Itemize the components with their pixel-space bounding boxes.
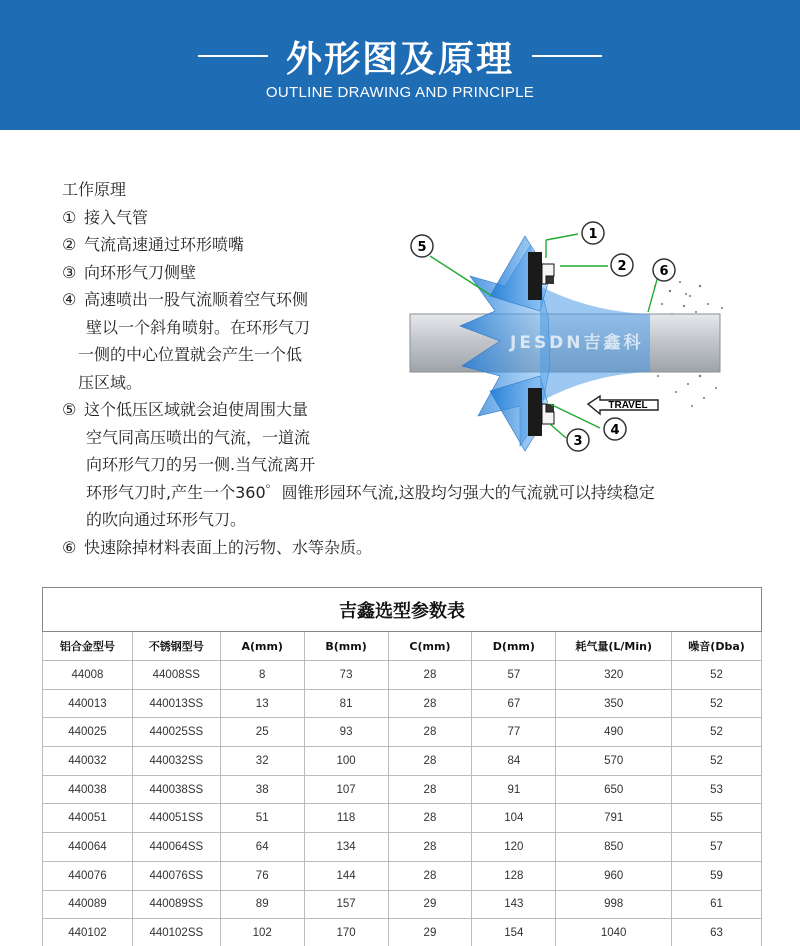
table-cell: 440013SS (132, 689, 220, 718)
svg-text:2: 2 (617, 259, 627, 274)
table-cell: 93 (304, 718, 388, 747)
table-cell: 51 (220, 804, 304, 833)
table-cell: 440038 (43, 775, 133, 804)
table-cell: 570 (556, 747, 672, 776)
table-row (43, 861, 762, 890)
callout-2 (611, 254, 633, 276)
table-cell: 998 (556, 890, 672, 919)
table-cell: 53 (672, 775, 762, 804)
table-cell: 28 (388, 804, 472, 833)
svg-text:1: 1 (588, 227, 598, 242)
table-cell: 44008 (43, 661, 133, 690)
table-cell: 440102 (43, 919, 133, 946)
page-subtitle: OUTLINE DRAWING AND PRINCIPLE (265, 84, 535, 101)
table-cell: 81 (304, 689, 388, 718)
table-cell: 25 (220, 718, 304, 747)
table-cell: 134 (304, 833, 388, 862)
table-cell: 440013 (43, 689, 133, 718)
svg-text:TRAVEL: TRAVEL (608, 400, 648, 411)
table-cell: 28 (388, 689, 472, 718)
table-cell: 13 (220, 689, 304, 718)
table-row (43, 747, 762, 776)
table-cell: 57 (672, 833, 762, 862)
table-cell: 28 (388, 861, 472, 890)
table-cell: 73 (304, 661, 388, 690)
table-cell: 100 (304, 747, 388, 776)
page-title: 外形图及原理 (285, 38, 514, 80)
principle-item-4: ④ 高速喷出一股气流顺着空气环侧 壁以一个斜角喷射。在环形气刀 一侧的中心位置就会产生一个低 压区域。 (62, 290, 311, 392)
callout-6 (653, 259, 675, 281)
table-cell: 28 (388, 747, 472, 776)
principle-heading: 工作原理 (62, 180, 127, 199)
table-row (43, 804, 762, 833)
table-row (43, 661, 762, 690)
table-cell: 440038SS (132, 775, 220, 804)
col-header-stainless: 不锈钢型号 (132, 632, 220, 661)
table-cell: 154 (472, 919, 556, 946)
table-cell: 791 (556, 804, 672, 833)
principle-item-5: ⑤ 这个低压区域就会迫使周围大量 空气同高压喷出的气流，一道流 向环形气刀的另一侧.当气流离开 环形气刀时,产生一个360゜圆锥形园环气流,这股均匀强大的气流就可以持续稳定 的吹向通过环形气刀。 (62, 400, 655, 529)
table-cell: 67 (472, 689, 556, 718)
table-cell: 1040 (556, 919, 672, 946)
table-cell: 440089 (43, 890, 133, 919)
col-header-noise: 噪音(Dba) (672, 632, 762, 661)
table-cell: 102 (220, 919, 304, 946)
table-header-row (43, 632, 762, 661)
table-cell: 144 (304, 861, 388, 890)
table-cell: 55 (672, 804, 762, 833)
principle-item-1: ① 接入气管 (62, 207, 149, 227)
table-cell: 52 (672, 747, 762, 776)
table-cell: 52 (672, 718, 762, 747)
table-cell: 440051SS (132, 804, 220, 833)
table-cell: 128 (472, 861, 556, 890)
table-cell: 61 (672, 890, 762, 919)
table-cell: 89 (220, 890, 304, 919)
table-cell: 91 (472, 775, 556, 804)
table-cell: 440051 (43, 804, 133, 833)
table-cell: 350 (556, 689, 672, 718)
table-cell: 118 (304, 804, 388, 833)
table-cell: 28 (388, 775, 472, 804)
table-cell: 440064SS (132, 833, 220, 862)
table-cell: 29 (388, 919, 472, 946)
table-row (43, 718, 762, 747)
table-cell: 440025 (43, 718, 133, 747)
svg-text:6: 6 (659, 264, 669, 279)
travel-arrow (588, 396, 658, 414)
table-cell: 76 (220, 861, 304, 890)
col-header-air-consumption: 耗气量(L/Min) (556, 632, 672, 661)
table-cell: 157 (304, 890, 388, 919)
table-cell: 52 (672, 661, 762, 690)
table-body (43, 661, 762, 946)
callout-1 (582, 222, 604, 244)
table-cell: 650 (556, 775, 672, 804)
principle-item-3: ③ 向环形气刀侧壁 (62, 262, 197, 282)
table-cell: 440076 (43, 861, 133, 890)
table-row (43, 775, 762, 804)
col-header-d: D(mm) (472, 632, 556, 661)
table-cell: 44008SS (132, 661, 220, 690)
table-cell: 440102SS (132, 919, 220, 946)
table-cell: 32 (220, 747, 304, 776)
table-cell: 28 (388, 718, 472, 747)
title-left-line (198, 55, 268, 57)
svg-text:4: 4 (610, 423, 620, 438)
svg-text:3: 3 (573, 434, 583, 449)
col-header-aluminum: 铝合金型号 (43, 632, 133, 661)
title-right-line (532, 55, 602, 57)
callout-4 (604, 418, 626, 440)
table-cell: 28 (388, 661, 472, 690)
table-cell: 104 (472, 804, 556, 833)
table-cell: 52 (672, 689, 762, 718)
table-cell: 107 (304, 775, 388, 804)
table-row (43, 919, 762, 946)
table-cell: 170 (304, 919, 388, 946)
table-cell: 120 (472, 833, 556, 862)
table-cell: 8 (220, 661, 304, 690)
col-header-a: A(mm) (220, 632, 304, 661)
spec-table (42, 587, 762, 946)
table-cell: 440025SS (132, 718, 220, 747)
principle-item-2: ② 气流高速通过环形喷嘴 (62, 235, 245, 254)
table-cell: 440064 (43, 833, 133, 862)
table-cell: 490 (556, 718, 672, 747)
table-cell: 960 (556, 861, 672, 890)
col-header-b: B(mm) (304, 632, 388, 661)
table-cell: 64 (220, 833, 304, 862)
table-cell: 440032SS (132, 747, 220, 776)
table-row (43, 890, 762, 919)
col-header-c: C(mm) (388, 632, 472, 661)
table-cell: 850 (556, 833, 672, 862)
watermark: JESDN吉鑫科 (510, 333, 644, 353)
table-row (43, 689, 762, 718)
table-cell: 28 (388, 833, 472, 862)
table-cell: 29 (388, 890, 472, 919)
table-cell: 320 (556, 661, 672, 690)
table-cell: 440089SS (132, 890, 220, 919)
table-cell: 440032 (43, 747, 133, 776)
table-cell: 84 (472, 747, 556, 776)
table-cell: 57 (472, 661, 556, 690)
svg-text:5: 5 (417, 240, 427, 255)
table-cell: 63 (672, 919, 762, 946)
callout-5 (411, 235, 433, 257)
principle-item-6: ⑥ 快速除掉材料表面上的污物、水等杂质。 (62, 537, 373, 557)
header-banner (0, 0, 800, 130)
table-cell: 77 (472, 718, 556, 747)
table-cell: 38 (220, 775, 304, 804)
table-cell: 440076SS (132, 861, 220, 890)
table-row (43, 833, 762, 862)
table-cell: 59 (672, 861, 762, 890)
title-row (0, 32, 800, 80)
table-cell: 143 (472, 890, 556, 919)
callout-3 (567, 429, 589, 451)
table-caption: 吉鑫选型参数表 (43, 588, 762, 632)
air-knife-diagram (400, 216, 730, 472)
